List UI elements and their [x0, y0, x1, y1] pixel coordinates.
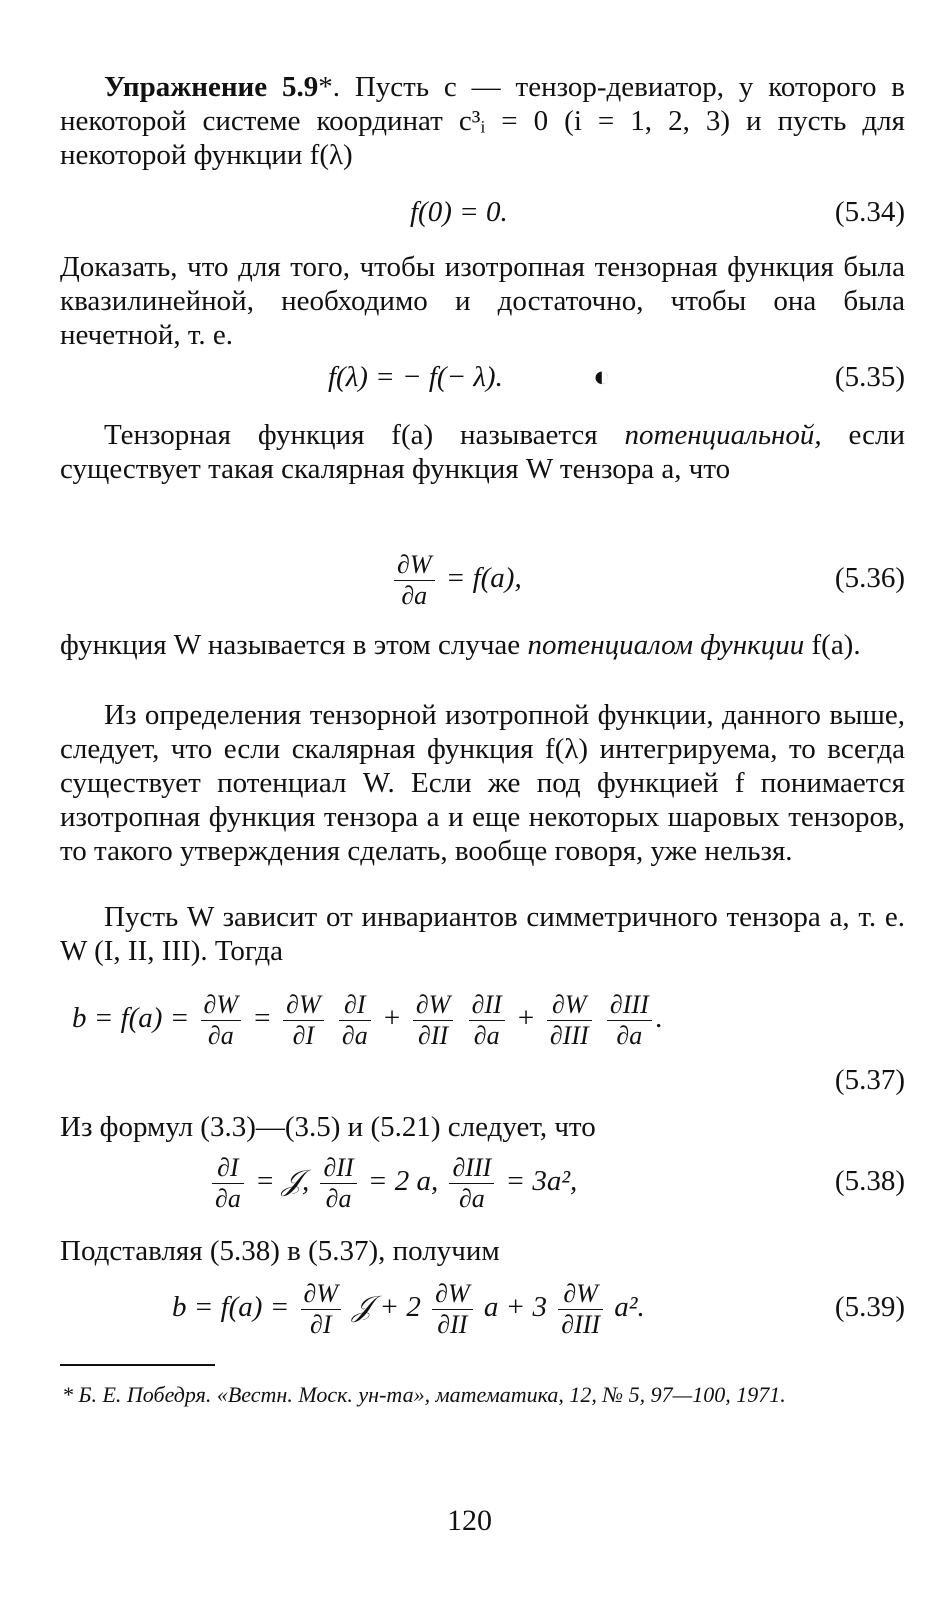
fraction-denominator: ∂a [401, 580, 428, 610]
fraction-denominator: ∂a [616, 1020, 643, 1050]
fraction [283, 990, 324, 1051]
fraction-numerator: ∂W [394, 550, 435, 581]
equation-5-38 [60, 1150, 905, 1212]
fraction-denominator: ∂a [207, 1020, 234, 1050]
fraction-denominator: ∂III [561, 1309, 601, 1339]
fraction [339, 990, 371, 1051]
equation-number: (5.35) [834, 361, 905, 393]
equation-5-39 [60, 1276, 905, 1338]
equation-5-35 [60, 357, 905, 397]
fraction-denominator: ∂a [325, 1183, 352, 1213]
fraction-denominator: ∂II [417, 1020, 449, 1050]
equation-body: b = f(a) = $\frac{\partial W}{\partial a}$ = $\frac{\partial W}{\partial I}$ $\frac{\partial I}{\partial a}$ + $\frac{\partial W}{\partial II}$ $\frac{\partial II}{\partial a}$ + $\frac{\partial W}{\text{∂III}}$ $\frac{\text{∂III}}{\partial a}$ . [72, 989, 663, 1050]
equation-5-37 [60, 985, 905, 1051]
function-text-1: функция W называется в этом случае [60, 629, 528, 661]
fraction [607, 990, 652, 1051]
function-text-2: f(a). [804, 629, 861, 661]
fraction-denominator: ∂III [549, 1020, 589, 1050]
fraction-numerator: ∂W [413, 990, 454, 1021]
equation-part: = 2 a, [367, 1165, 439, 1197]
equation-number: (5.39) [834, 1291, 905, 1323]
footnote-divider [60, 1364, 215, 1366]
fraction-denominator: ∂a [215, 1183, 241, 1213]
fraction-numerator: ∂W [283, 990, 324, 1021]
fraction-numerator: ∂II [469, 990, 505, 1021]
fraction [547, 990, 592, 1051]
fraction [558, 1279, 603, 1340]
exercise-text: . Пусть c — тензор-девиатор, у которого в некоторой системе координат c³ᵢ = 0 (i = 1, 2, 3) и пусть для некоторой функции f(λ) [60, 71, 905, 171]
fraction [432, 1279, 473, 1340]
equation-body [172, 1276, 645, 1340]
fraction [212, 1153, 244, 1214]
exercise-paragraph [60, 70, 905, 172]
equation-part: a + 3 [483, 1291, 547, 1323]
equation-5-37-number-row [60, 1060, 905, 1100]
prove-paragraph: Доказать, что для того, чтобы изотропная тензорная функция была квазилинейной, необходимо и достаточно, чтобы она была нечетной, т. е. [60, 251, 905, 351]
formulas-paragraph: Из формул (3.3)—(3.5) и (5.21) следует, что [60, 1111, 596, 1143]
fraction-denominator: ∂I [292, 1020, 315, 1050]
equation-number: (5.38) [834, 1165, 905, 1197]
equation-5-34 [60, 192, 905, 232]
equation-body [390, 548, 522, 611]
fraction [394, 550, 435, 611]
fraction-numerator: ∂III [449, 1153, 494, 1184]
fraction [201, 990, 242, 1051]
equation-body: f(0) = 0. [410, 196, 508, 228]
footnote: * Б. Е. Победря. «Вестн. Моск. ун-та», математика, 12, № 5, 97—100, 1971. [62, 1382, 786, 1407]
equation-number: (5.34) [834, 196, 905, 228]
equation-number: (5.37) [834, 1064, 905, 1096]
fraction [469, 990, 505, 1051]
substitution-paragraph: Подставляя (5.38) в (5.37), получим [60, 1235, 500, 1267]
fraction-denominator: ∂II [437, 1309, 468, 1339]
equation-rhs: = f(a), [445, 562, 522, 594]
exercise-heading: Упражнение 5.9 [104, 71, 319, 103]
potential-text-1: Тензорная функция f(a) называется [104, 419, 625, 451]
equation-5-36 [60, 548, 905, 608]
potential-term: потенциальной, [624, 419, 822, 451]
fraction-denominator: ∂a [458, 1183, 485, 1213]
equation-body [208, 1150, 577, 1214]
footnote-marker: * [318, 71, 333, 103]
equation-part: a². [614, 1291, 645, 1323]
equation-body: f(λ) = − f(− λ). [328, 361, 503, 393]
fraction-numerator: ∂W [547, 990, 592, 1021]
fraction-denominator: ∂I [310, 1309, 332, 1339]
page-number: 120 [447, 1504, 492, 1537]
fraction [449, 1153, 494, 1214]
fraction [413, 990, 454, 1051]
function-paragraph [60, 628, 905, 662]
end-of-proof-icon: ◐ [593, 361, 611, 393]
fraction-numerator: ∂W [301, 1279, 342, 1310]
definition-paragraph: Из определения тензорной изотропной функции, данного выше, следует, что если скалярная функция f(λ) интегрируема, то всегда существует потенциал W. Если же под функцией f понимается изотропная функция тензора a и еще некоторых шаровых тензоров, то такого утверждения сделать, вообще говоря, уже нельзя. [60, 699, 905, 867]
equation-part: = 𝒥, [255, 1165, 310, 1197]
fraction [320, 1153, 356, 1214]
fraction-numerator: ∂II [320, 1153, 356, 1184]
fraction-numerator: ∂I [212, 1153, 244, 1184]
fraction-numerator: ∂I [339, 990, 371, 1021]
function-term: потенциалом функции [527, 629, 805, 661]
equation-lhs: b = f(a) = [72, 1002, 190, 1034]
fraction-denominator: ∂a [341, 1020, 368, 1050]
invariants-paragraph: Пусть W зависит от инвариантов симметричного тензора a, т. е. W (I, II, III). Тогда [60, 901, 905, 967]
potential-text-2: если существует такая скалярная функция W тензора a, что [60, 419, 905, 485]
fraction-numerator: ∂W [201, 990, 242, 1021]
fraction-numerator: ∂W [432, 1279, 473, 1310]
equation-part: = 3a², [505, 1165, 578, 1197]
fraction-numerator: ∂III [607, 990, 652, 1021]
equation-number: (5.36) [834, 562, 905, 594]
equation-part: 𝒥 + 2 [352, 1291, 421, 1323]
fraction-numerator: ∂W [558, 1279, 603, 1310]
fraction [301, 1279, 342, 1340]
fraction-denominator: ∂a [473, 1020, 500, 1050]
potential-paragraph [60, 418, 905, 486]
equation-lhs: b = f(a) = [172, 1291, 290, 1323]
